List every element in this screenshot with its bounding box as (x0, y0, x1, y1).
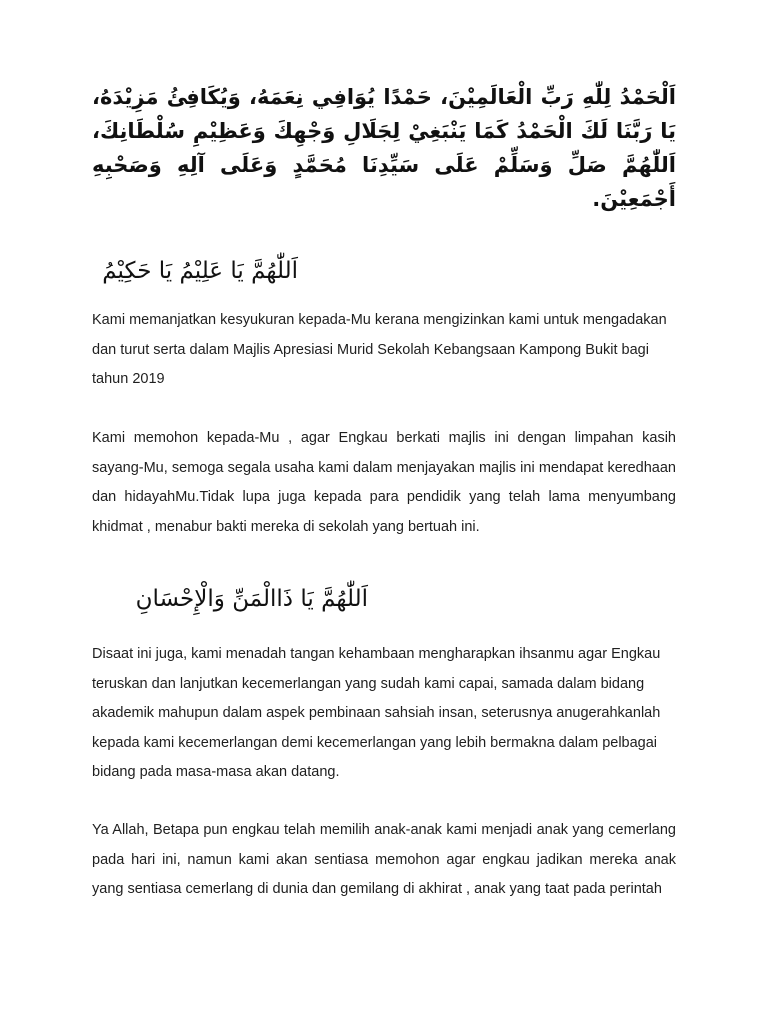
arabic-invocation-alim-hakim: اَللّٰهُمَّ يَا عَلِيْمُ يَا حَكِيْمُ (102, 258, 298, 284)
paragraph-blessing-request: Kami memohon kepada-Mu , agar Engkau berkati majlis ini dengan limpahan kasih sayang-Mu, semoga segala usaha kami dalam menjayakan majlis ini mendapat keredhaan dan hidayahMu.Tidak lupa juga kepada para pendidik yang telah lama menyumbang khidmat , menabur bakti mereka di sekolah yang bertuah ini. (92, 430, 676, 535)
paragraph-excellence-hope: Disaat ini juga, kami menadah tangan kehambaan mengharapkan ihsanmu agar Engkau teruskan dan lanjutkan kecemerlangan yang sudah kami capai, samada dalam bidang akademik mahupun dalam aspek pembinaan sahsiah insan, seterusnya anugerahkanlah kepada kami kecemerlangan demi kecemerlangan yang lebih bermakna dalam pelbagai bidang pada masa-masa akan datang. (92, 646, 661, 780)
paragraph-ya-allah: Ya Allah, Betapa pun engkau telah memilih anak-anak kami menjadi anak yang cemerlang pada hari ini, namun kami akan sentiasa memohon agar engkau jadikan mereka anak yang sentiasa cemerlang di dunia dan gemilang di akhirat , anak yang taat pada perintah (92, 822, 676, 897)
arabic-opening-prayer: اَلْحَمْدُ لِلّٰهِ رَبِّ الْعَالَمِيْنَ، حَمْدًا يُوَافِي نِعَمَهُ، وَيُكَافِئُ مَزِيْدَهُ، يَا رَبَّنَا لَكَ الْحَمْدُ كَمَا يَنْبَغِيْ لِجَلَالِ وَجْهِكَ وَعَظِيْمِ سُلْطَانِكَ، اَللّٰهُمَّ صَلِّ وَسَلِّمْ عَلَى سَيِّدِنَا مُحَمَّدٍ وَعَلَى آلِهِ وَصَحْبِهِ أَجْمَعِيْنَ. (92, 85, 676, 211)
arabic-invocation-dzal-mann: اَللّٰهُمَّ يَا ذَاالْمَنِّ وَالْإِحْسَانِ (135, 586, 368, 612)
paragraph-gratitude: Kami memanjatkan kesyukuran kepada-Mu kerana mengizinkan kami untuk mengadakan dan turut serta dalam Majlis Apresiasi Murid Sekolah Kebangsaan Kampong Bukit bagi tahun 2019 (92, 312, 667, 387)
